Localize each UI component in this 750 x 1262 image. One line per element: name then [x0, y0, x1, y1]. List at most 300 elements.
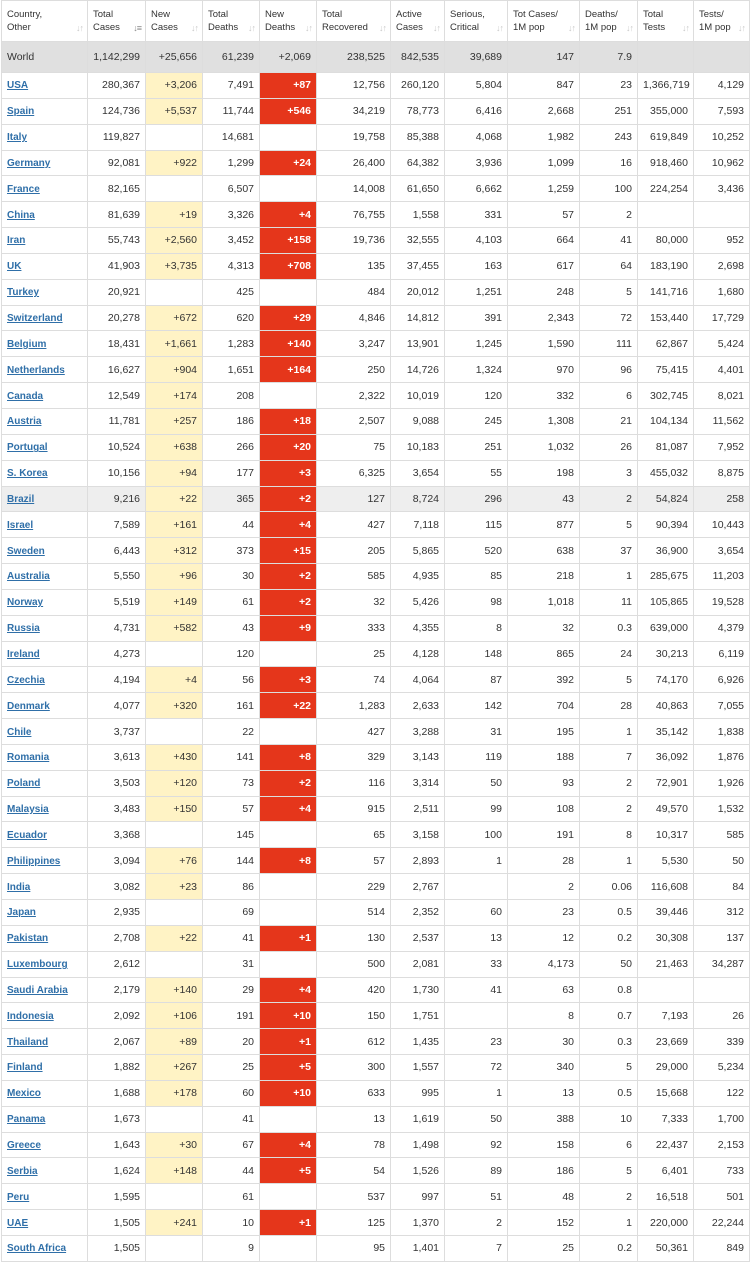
- cell-new-deaths: +4: [260, 512, 317, 538]
- country-link[interactable]: Greece: [7, 1140, 41, 1152]
- cell-total-deaths: 73: [203, 770, 260, 796]
- cell-total-deaths: 67: [203, 1132, 260, 1158]
- column-header-total-cases[interactable]: [88, 1, 146, 42]
- country-link[interactable]: China: [7, 209, 35, 221]
- cell-country: [2, 408, 88, 434]
- cell-country: [2, 1106, 88, 1132]
- cell-total-tests: 50,361: [638, 1235, 694, 1261]
- cell-active-cases: 13,901: [391, 331, 445, 357]
- country-link[interactable]: Finland: [7, 1062, 43, 1074]
- table-row: [2, 641, 750, 667]
- country-link[interactable]: Israel: [7, 519, 34, 531]
- cell-total-tests: 455,032: [638, 460, 694, 486]
- cell-active-cases: 2,893: [391, 848, 445, 874]
- cell-serious-critical: 23: [445, 1029, 508, 1055]
- country-link[interactable]: Australia: [7, 571, 50, 583]
- column-header-new-cases[interactable]: [146, 1, 203, 42]
- table-header-row: [2, 1, 750, 42]
- cell-deaths-per-million: 5: [580, 1158, 638, 1184]
- country-link[interactable]: Romania: [7, 752, 50, 764]
- cell-new-deaths: +10: [260, 1080, 317, 1106]
- country-link[interactable]: UK: [7, 261, 22, 273]
- cell-total-tests: 72,901: [638, 770, 694, 796]
- cell-total-tests: 105,865: [638, 589, 694, 615]
- cell-total-recovered: 12,756: [317, 73, 391, 99]
- cell-cases-per-million: 1,982: [508, 124, 580, 150]
- cell-country: [2, 744, 88, 770]
- cell-new-deaths: [260, 124, 317, 150]
- cell-total-cases: 3,483: [88, 796, 146, 822]
- cell-active-cases: 3,143: [391, 744, 445, 770]
- cell-total-cases: 2,935: [88, 900, 146, 926]
- sort-arrows-icon[interactable]: ↓↑: [626, 23, 633, 33]
- cell-total-tests: 104,134: [638, 408, 694, 434]
- cell-total-recovered: 57: [317, 848, 391, 874]
- cell-deaths-per-million: 6: [580, 383, 638, 409]
- table-row: [2, 512, 750, 538]
- cell-cases-per-million: 392: [508, 667, 580, 693]
- cell-tests-per-million: 26: [694, 1003, 750, 1029]
- cell-country: World: [2, 42, 88, 73]
- cell-country: [2, 357, 88, 383]
- sort-arrows-icon[interactable]: ↓↑: [76, 23, 83, 33]
- column-header-label-line1: Total: [643, 9, 664, 20]
- country-link[interactable]: Philippines: [7, 855, 61, 867]
- cell-new-cases: +430: [146, 744, 203, 770]
- cell-total-cases: 3,613: [88, 744, 146, 770]
- cell-deaths-per-million: 5: [580, 1055, 638, 1081]
- cell-new-cases: +89: [146, 1029, 203, 1055]
- country-link[interactable]: Denmark: [7, 700, 50, 712]
- cell-new-cases: +320: [146, 693, 203, 719]
- cell-new-cases: [146, 822, 203, 848]
- cell-country: [2, 667, 88, 693]
- cell-total-cases: 4,731: [88, 615, 146, 641]
- cell-total-deaths: 141: [203, 744, 260, 770]
- table-body: [2, 42, 750, 1262]
- cell-total-deaths: 3,452: [203, 228, 260, 254]
- cell-active-cases: 37,455: [391, 253, 445, 279]
- cell-cases-per-million: 865: [508, 641, 580, 667]
- cell-total-cases: 10,524: [88, 434, 146, 460]
- cell-serious-critical: 142: [445, 693, 508, 719]
- country-link[interactable]: Norway: [7, 597, 44, 609]
- cell-cases-per-million: 248: [508, 279, 580, 305]
- cell-country: [2, 977, 88, 1003]
- cell-new-cases: [146, 900, 203, 926]
- cell-new-deaths: +5: [260, 1055, 317, 1081]
- sort-arrows-icon[interactable]: ↓↑: [682, 23, 689, 33]
- country-link[interactable]: France: [7, 183, 40, 195]
- cell-tests-per-million: 1,838: [694, 719, 750, 745]
- cell-country: [2, 383, 88, 409]
- cell-country: [2, 305, 88, 331]
- cell-new-deaths: [260, 383, 317, 409]
- column-header-label-line2: 1M pop: [513, 22, 545, 33]
- cell-deaths-per-million: 37: [580, 538, 638, 564]
- cell-total-deaths: 10: [203, 1210, 260, 1236]
- cell-serious-critical: 296: [445, 486, 508, 512]
- cell-deaths-per-million: 251: [580, 98, 638, 124]
- cell-total-recovered: 65: [317, 822, 391, 848]
- sort-arrows-icon[interactable]: ↓↑: [738, 23, 745, 33]
- cell-total-recovered: 6,325: [317, 460, 391, 486]
- table-row: [2, 1106, 750, 1132]
- column-header-total-recovered[interactable]: [317, 1, 391, 42]
- sort-arrows-icon[interactable]: ↓↑: [305, 23, 312, 33]
- cell-tests-per-million: 22,244: [694, 1210, 750, 1236]
- cell-new-deaths: +22: [260, 693, 317, 719]
- cell-total-deaths: 425: [203, 279, 260, 305]
- country-link[interactable]: Japan: [7, 907, 36, 919]
- cell-new-deaths: +10: [260, 1003, 317, 1029]
- cell-total-recovered: 26,400: [317, 150, 391, 176]
- country-link[interactable]: Poland: [7, 778, 41, 790]
- column-header-label-line1: Active: [396, 9, 422, 20]
- cell-total-tests: 141,716: [638, 279, 694, 305]
- cell-total-tests: 39,446: [638, 900, 694, 926]
- table-row: [2, 951, 750, 977]
- cell-total-tests: 54,824: [638, 486, 694, 512]
- cell-total-recovered: 127: [317, 486, 391, 512]
- cell-new-cases: +25,656: [146, 42, 203, 73]
- cell-total-recovered: 500: [317, 951, 391, 977]
- cell-new-cases: +148: [146, 1158, 203, 1184]
- cell-total-cases: 3,737: [88, 719, 146, 745]
- cell-new-cases: [146, 641, 203, 667]
- cell-total-cases: 1,688: [88, 1080, 146, 1106]
- cell-deaths-per-million: 243: [580, 124, 638, 150]
- cell-total-tests: 355,000: [638, 98, 694, 124]
- cell-active-cases: 9,088: [391, 408, 445, 434]
- country-link[interactable]: Pakistan: [7, 933, 49, 945]
- country-link[interactable]: Belgium: [7, 338, 47, 350]
- cell-new-deaths: [260, 900, 317, 926]
- country-link[interactable]: USA: [7, 80, 29, 92]
- column-header-label-line2: 1M pop: [585, 22, 617, 33]
- cell-new-cases: +149: [146, 589, 203, 615]
- cell-total-deaths: 20: [203, 1029, 260, 1055]
- cell-new-cases: +2,560: [146, 228, 203, 254]
- cell-active-cases: 4,128: [391, 641, 445, 667]
- cell-total-deaths: 177: [203, 460, 260, 486]
- country-link[interactable]: Serbia: [7, 1165, 38, 1177]
- cell-total-cases: 1,882: [88, 1055, 146, 1081]
- country-link[interactable]: Chile: [7, 726, 32, 738]
- cell-total-tests: 22,437: [638, 1132, 694, 1158]
- cell-total-tests: 639,000: [638, 615, 694, 641]
- country-link[interactable]: Russia: [7, 623, 40, 635]
- country-link[interactable]: Mexico: [7, 1088, 41, 1100]
- cell-tests-per-million: 4,401: [694, 357, 750, 383]
- sort-arrows-icon[interactable]: ↓↑: [433, 23, 440, 33]
- cell-active-cases: 1,526: [391, 1158, 445, 1184]
- table-row: [2, 538, 750, 564]
- cell-new-cases: +161: [146, 512, 203, 538]
- cell-active-cases: 32,555: [391, 228, 445, 254]
- cell-tests-per-million: [694, 42, 750, 73]
- cell-active-cases: 64,382: [391, 150, 445, 176]
- country-link[interactable]: Spain: [7, 106, 35, 118]
- table-row: [2, 1003, 750, 1029]
- country-link[interactable]: Sweden: [7, 545, 45, 557]
- cell-serious-critical: 8: [445, 615, 508, 641]
- cell-total-cases: 1,505: [88, 1210, 146, 1236]
- cell-deaths-per-million: 2: [580, 486, 638, 512]
- column-header-label-line1: Total: [322, 9, 343, 20]
- cell-cases-per-million: 388: [508, 1106, 580, 1132]
- cell-tests-per-million: 2,153: [694, 1132, 750, 1158]
- cell-new-cases: +5,537: [146, 98, 203, 124]
- cell-new-cases: +22: [146, 925, 203, 951]
- table-row: [2, 1080, 750, 1106]
- cell-country: [2, 124, 88, 150]
- cell-tests-per-million: 84: [694, 874, 750, 900]
- cell-country: [2, 434, 88, 460]
- cell-new-cases: +19: [146, 202, 203, 228]
- sort-arrows-icon[interactable]: ↓↑: [379, 23, 386, 33]
- country-link[interactable]: Ecuador: [7, 829, 48, 841]
- column-header-label-line1: New: [265, 9, 285, 20]
- cell-total-cases: 4,273: [88, 641, 146, 667]
- table-row: [2, 73, 750, 99]
- table-row: [2, 1132, 750, 1158]
- country-link[interactable]: Canada: [7, 390, 44, 402]
- cell-cases-per-million: 48: [508, 1184, 580, 1210]
- cell-active-cases: 4,355: [391, 615, 445, 641]
- cell-country: [2, 693, 88, 719]
- cell-total-deaths: 22: [203, 719, 260, 745]
- cell-tests-per-million: 258: [694, 486, 750, 512]
- table-row: [2, 1029, 750, 1055]
- cell-total-deaths: 191: [203, 1003, 260, 1029]
- cell-tests-per-million: 849: [694, 1235, 750, 1261]
- cell-new-deaths: +15: [260, 538, 317, 564]
- column-header-total-tests[interactable]: [638, 1, 694, 42]
- cell-total-tests: 7,193: [638, 1003, 694, 1029]
- cell-tests-per-million: [694, 202, 750, 228]
- cell-cases-per-million: 847: [508, 73, 580, 99]
- country-link[interactable]: S. Korea: [7, 468, 48, 480]
- cell-new-cases: +174: [146, 383, 203, 409]
- cell-serious-critical: 33: [445, 951, 508, 977]
- cell-total-deaths: 44: [203, 1158, 260, 1184]
- cell-tests-per-million: 4,379: [694, 615, 750, 641]
- cell-total-deaths: 61,239: [203, 42, 260, 73]
- cell-deaths-per-million: 11: [580, 589, 638, 615]
- country-link[interactable]: Saudi Arabia: [7, 984, 68, 996]
- cell-total-cases: 2,067: [88, 1029, 146, 1055]
- cell-serious-critical: 1,245: [445, 331, 508, 357]
- cell-active-cases: 10,019: [391, 383, 445, 409]
- cell-cases-per-million: 4,173: [508, 951, 580, 977]
- column-header-cases-per-million[interactable]: [508, 1, 580, 42]
- cell-total-recovered: 14,008: [317, 176, 391, 202]
- cell-total-recovered: 329: [317, 744, 391, 770]
- cell-country: [2, 538, 88, 564]
- sort-arrows-icon[interactable]: ↓↑: [248, 23, 255, 33]
- cell-active-cases: 1,751: [391, 1003, 445, 1029]
- cell-active-cases: 14,812: [391, 305, 445, 331]
- cell-country: [2, 279, 88, 305]
- cell-total-recovered: 205: [317, 538, 391, 564]
- cell-total-recovered: 19,758: [317, 124, 391, 150]
- column-header-label-line2: Critical: [450, 22, 480, 33]
- cell-total-recovered: 612: [317, 1029, 391, 1055]
- cell-total-cases: 20,278: [88, 305, 146, 331]
- cell-total-deaths: 1,651: [203, 357, 260, 383]
- column-header-tests-per-million[interactable]: [694, 1, 750, 42]
- cell-new-deaths: +3: [260, 460, 317, 486]
- table-row: [2, 615, 750, 641]
- column-header-label-line1: Tests/: [699, 9, 724, 20]
- country-link[interactable]: UAE: [7, 1217, 29, 1229]
- cell-new-deaths: +18: [260, 408, 317, 434]
- cell-total-deaths: 25: [203, 1055, 260, 1081]
- table-row: [2, 589, 750, 615]
- cell-country: [2, 73, 88, 99]
- cell-active-cases: 14,726: [391, 357, 445, 383]
- country-link[interactable]: Czechia: [7, 674, 45, 686]
- cell-total-recovered: 25: [317, 641, 391, 667]
- cell-tests-per-million: 1,876: [694, 744, 750, 770]
- cell-new-cases: +178: [146, 1080, 203, 1106]
- column-header-deaths-per-million[interactable]: [580, 1, 638, 42]
- cell-serious-critical: 391: [445, 305, 508, 331]
- cell-tests-per-million: 312: [694, 900, 750, 926]
- cell-cases-per-million: 1,018: [508, 589, 580, 615]
- cell-total-deaths: 61: [203, 589, 260, 615]
- cell-tests-per-million: 50: [694, 848, 750, 874]
- column-header-label-line2: Tests: [643, 22, 666, 33]
- table-row: [2, 253, 750, 279]
- country-link[interactable]: Turkey: [7, 287, 40, 299]
- cell-total-cases: 81,639: [88, 202, 146, 228]
- cell-total-recovered: 2,507: [317, 408, 391, 434]
- cell-total-deaths: 144: [203, 848, 260, 874]
- cell-total-recovered: 420: [317, 977, 391, 1003]
- cell-cases-per-million: 191: [508, 822, 580, 848]
- cell-serious-critical: 1: [445, 1080, 508, 1106]
- cell-total-recovered: 633: [317, 1080, 391, 1106]
- cell-total-tests: 220,000: [638, 1210, 694, 1236]
- table-row: [2, 228, 750, 254]
- cell-tests-per-million: 6,926: [694, 667, 750, 693]
- cell-total-recovered: 537: [317, 1184, 391, 1210]
- country-link[interactable]: Italy: [7, 132, 28, 144]
- country-link[interactable]: Peru: [7, 1191, 30, 1203]
- cell-total-tests: 36,900: [638, 538, 694, 564]
- column-header-total-deaths[interactable]: [203, 1, 260, 42]
- cell-total-cases: 4,077: [88, 693, 146, 719]
- cell-total-cases: 55,743: [88, 228, 146, 254]
- cell-serious-critical: [445, 1003, 508, 1029]
- country-link[interactable]: Austria: [7, 416, 42, 428]
- cell-serious-critical: 163: [445, 253, 508, 279]
- country-link[interactable]: Luxembourg: [7, 959, 68, 971]
- cell-serious-critical: 41: [445, 977, 508, 1003]
- cell-total-deaths: 1,299: [203, 150, 260, 176]
- cell-total-deaths: 266: [203, 434, 260, 460]
- cell-deaths-per-million: 1: [580, 719, 638, 745]
- cell-total-cases: 12,549: [88, 383, 146, 409]
- cell-new-cases: +106: [146, 1003, 203, 1029]
- cell-deaths-per-million: 7.9: [580, 42, 638, 73]
- table-row: [2, 900, 750, 926]
- cell-total-recovered: 150: [317, 1003, 391, 1029]
- cell-active-cases: 260,120: [391, 73, 445, 99]
- cell-active-cases: 2,352: [391, 900, 445, 926]
- cell-new-deaths: [260, 1235, 317, 1261]
- table-row: [2, 460, 750, 486]
- cell-total-deaths: 145: [203, 822, 260, 848]
- cell-tests-per-million: 501: [694, 1184, 750, 1210]
- table-row: [2, 848, 750, 874]
- cell-country: [2, 98, 88, 124]
- country-link[interactable]: Malaysia: [7, 804, 49, 816]
- country-link[interactable]: Netherlands: [7, 364, 65, 376]
- cell-total-tests: 10,317: [638, 822, 694, 848]
- country-link[interactable]: South Africa: [7, 1243, 67, 1255]
- sort-arrows-icon[interactable]: ↓↑: [496, 23, 503, 33]
- column-header-country[interactable]: [2, 1, 88, 42]
- cell-new-cases: +96: [146, 564, 203, 590]
- cell-country: [2, 1210, 88, 1236]
- cell-deaths-per-million: 16: [580, 150, 638, 176]
- country-link[interactable]: Germany: [7, 157, 51, 169]
- country-link[interactable]: Thailand: [7, 1036, 49, 1048]
- country-link[interactable]: Iran: [7, 235, 26, 247]
- cell-new-deaths: [260, 951, 317, 977]
- column-header-new-deaths[interactable]: [260, 1, 317, 42]
- cell-new-cases: +257: [146, 408, 203, 434]
- cell-country: [2, 1055, 88, 1081]
- cell-country: [2, 589, 88, 615]
- cell-new-deaths: +158: [260, 228, 317, 254]
- cell-active-cases: 78,773: [391, 98, 445, 124]
- cell-serious-critical: 1,324: [445, 357, 508, 383]
- country-link[interactable]: Switzerland: [7, 313, 63, 325]
- cell-total-tests: 7,333: [638, 1106, 694, 1132]
- cell-cases-per-million: 1,308: [508, 408, 580, 434]
- cell-new-deaths: +2: [260, 486, 317, 512]
- cell-new-cases: [146, 124, 203, 150]
- cell-total-deaths: 3,326: [203, 202, 260, 228]
- cell-country: [2, 900, 88, 926]
- country-link[interactable]: Portugal: [7, 442, 48, 454]
- table-row: [2, 822, 750, 848]
- table-row: [2, 1055, 750, 1081]
- cell-new-cases: +582: [146, 615, 203, 641]
- country-link[interactable]: Brazil: [7, 493, 35, 505]
- cell-cases-per-million: 704: [508, 693, 580, 719]
- sort-arrows-icon[interactable]: ↓↑: [191, 23, 198, 33]
- column-header-serious-critical[interactable]: [445, 1, 508, 42]
- country-link[interactable]: Panama: [7, 1114, 46, 1126]
- cell-deaths-per-million: 0.06: [580, 874, 638, 900]
- cell-new-deaths: +4: [260, 1132, 317, 1158]
- country-link[interactable]: Ireland: [7, 648, 40, 660]
- cell-total-cases: 82,165: [88, 176, 146, 202]
- sort-descending-icon[interactable]: ↓≡: [133, 23, 141, 33]
- sort-arrows-icon[interactable]: ↓↑: [568, 23, 575, 33]
- country-link[interactable]: Indonesia: [7, 1010, 54, 1022]
- table-row: [2, 124, 750, 150]
- cell-new-deaths: +87: [260, 73, 317, 99]
- cell-new-cases: +638: [146, 434, 203, 460]
- country-link[interactable]: India: [7, 881, 31, 893]
- column-header-active-cases[interactable]: [391, 1, 445, 42]
